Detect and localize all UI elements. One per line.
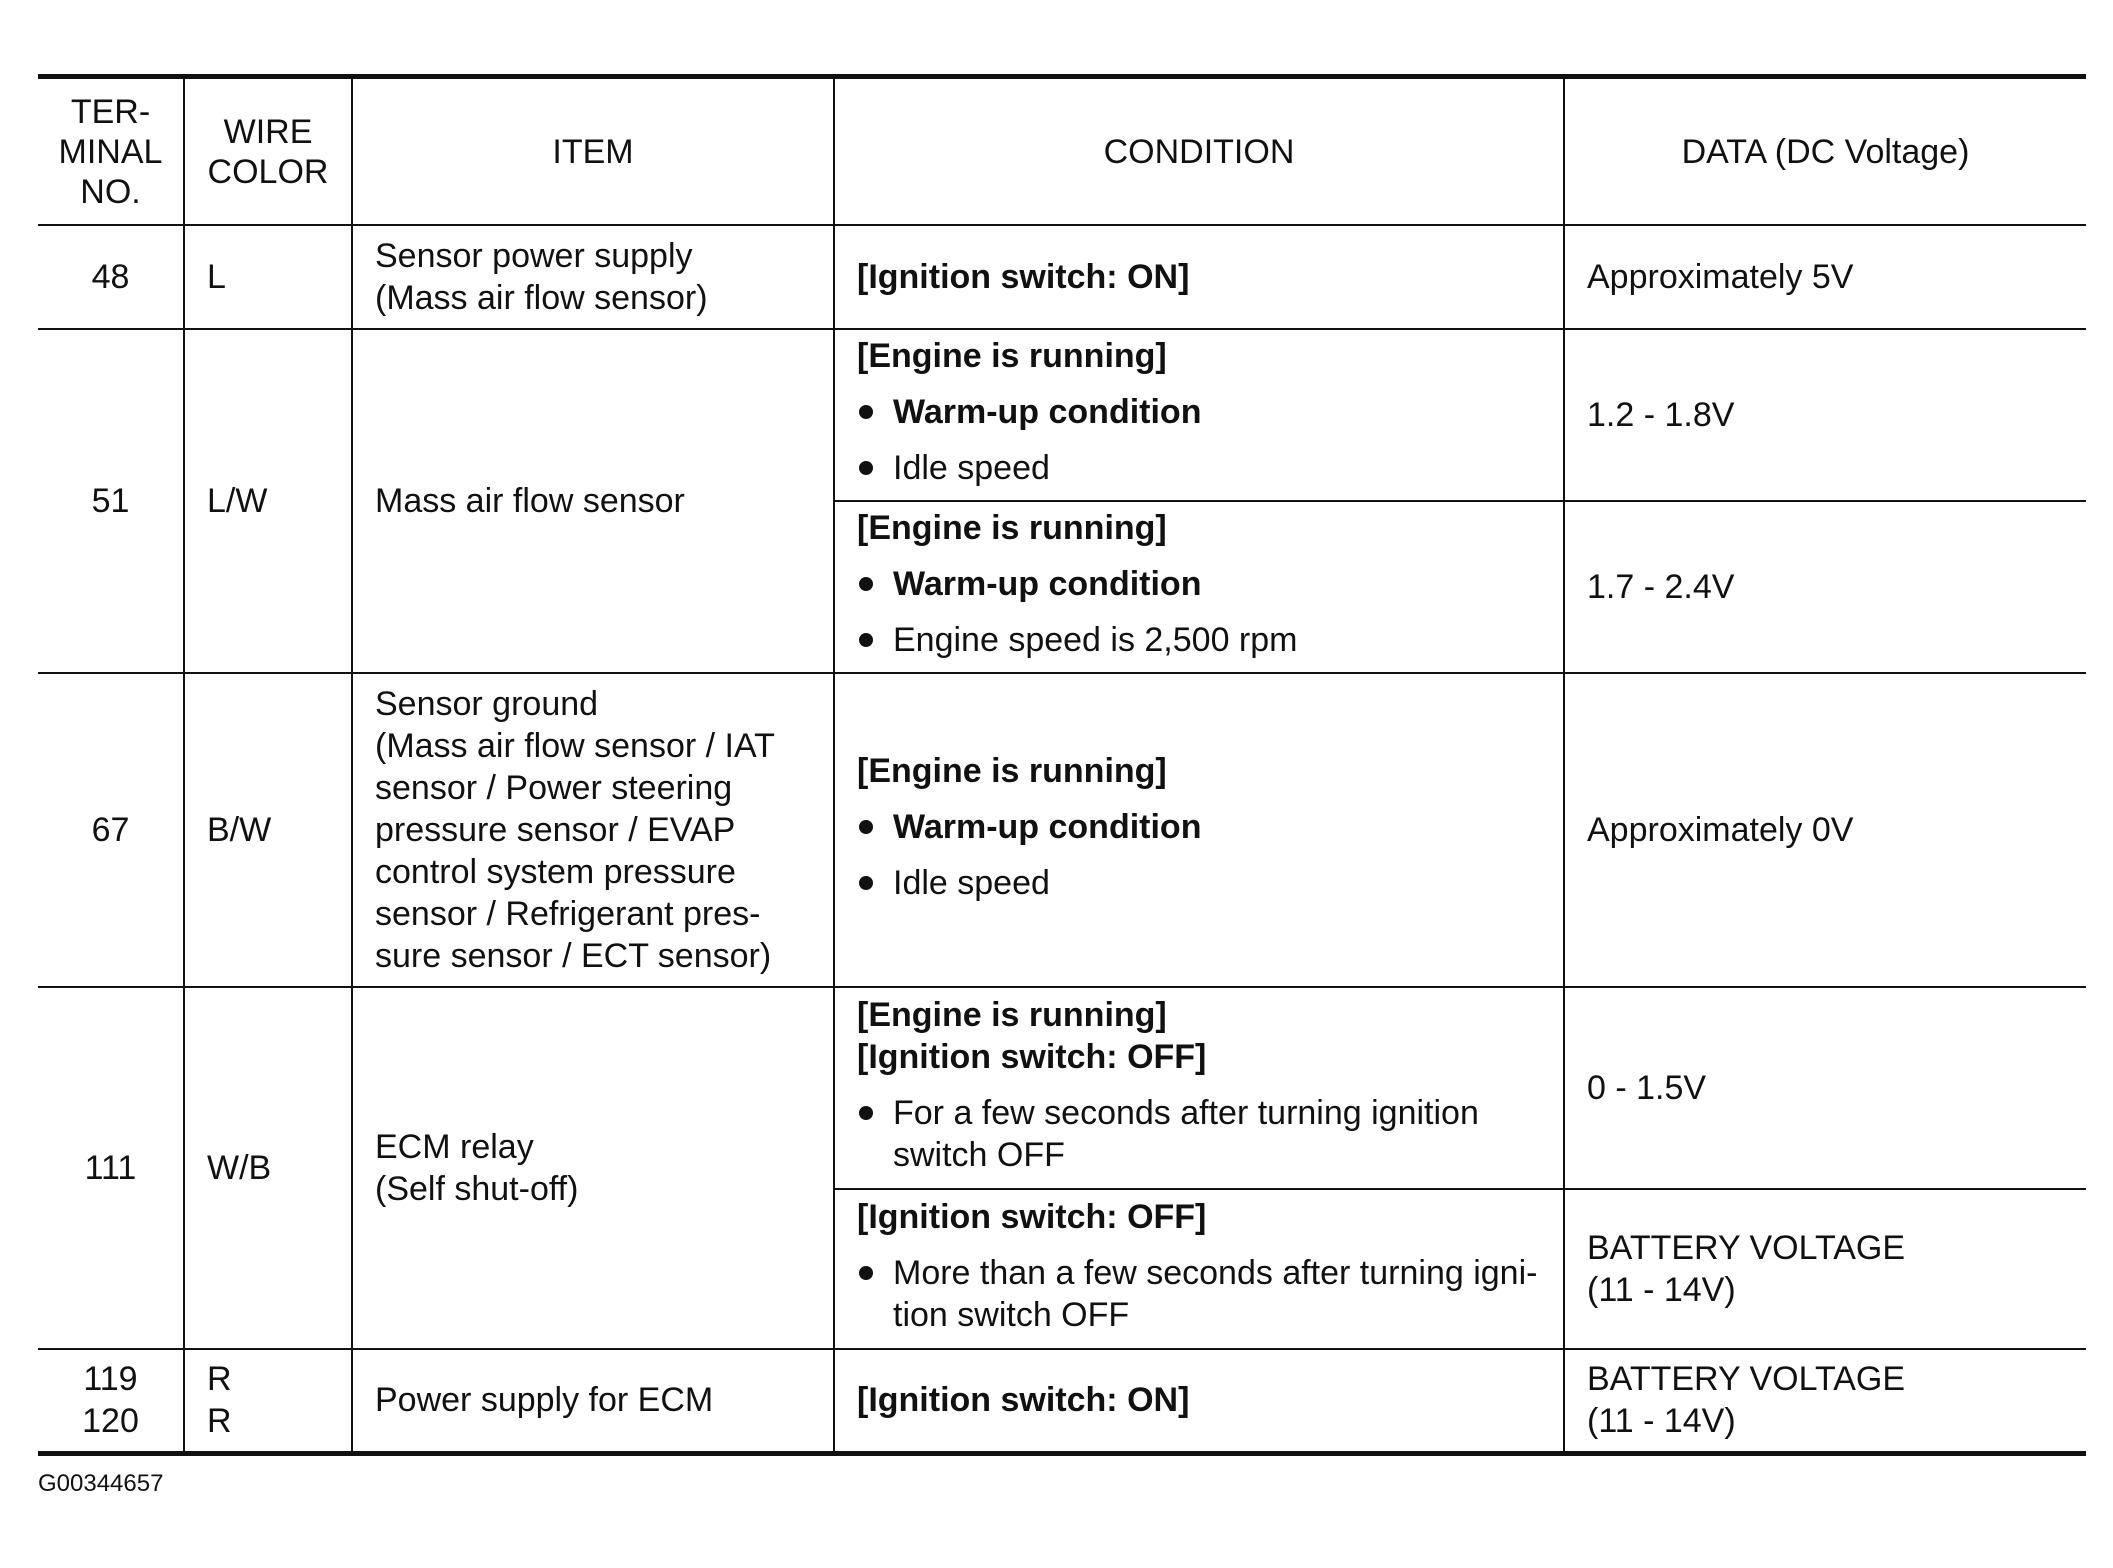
table-row xyxy=(38,673,2086,987)
terminal-cell: 48 xyxy=(38,225,184,329)
condition-bullet xyxy=(857,1092,1541,1176)
condition-cell xyxy=(834,987,1564,1189)
bullet-icon xyxy=(859,633,873,647)
wire-color-cell: B/W xyxy=(184,673,352,987)
item-cell: Sensor ground (Mass air flow sensor / IAT sensor / Power steering pressure sensor / EVAP control system pressure sensor / Refrigerant pres- sure sensor / ECT sensor) xyxy=(352,673,834,987)
condition-header: [Engine is running] [Ignition switch: OFF] xyxy=(857,996,1207,1076)
table-row xyxy=(38,329,2086,501)
header-wire-color: WIRE COLOR xyxy=(184,77,352,226)
wire-color-cell: L/W xyxy=(184,329,352,673)
header-condition: CONDITION xyxy=(834,77,1564,226)
table-row xyxy=(38,225,2086,329)
condition-header: [Engine is running] xyxy=(857,509,1167,547)
condition-cell xyxy=(834,329,1564,501)
bullet-text: More than a few seconds after turning igni- tion switch OFF xyxy=(893,1254,1538,1334)
data-cell: BATTERY VOLTAGE (11 - 14V) xyxy=(1564,1349,2086,1453)
condition-header: [Ignition switch: OFF] xyxy=(857,1198,1207,1236)
condition-bullet xyxy=(857,806,1541,848)
bullet-text: Warm-up condition xyxy=(893,393,1202,431)
condition-header: [Engine is running] xyxy=(857,752,1167,790)
item-cell: Power supply for ECM xyxy=(352,1349,834,1453)
terminal-cell: 111 xyxy=(38,987,184,1349)
bullet-text: For a few seconds after turning ignition switch OFF xyxy=(893,1094,1479,1174)
wire-color-cell: W/B xyxy=(184,987,352,1349)
data-cell: 1.7 - 2.4V xyxy=(1564,501,2086,673)
item-cell: Mass air flow sensor xyxy=(352,329,834,673)
condition-bullet xyxy=(857,619,1541,661)
data-cell: 1.2 - 1.8V xyxy=(1564,329,2086,501)
wire-color-cell: L xyxy=(184,225,352,329)
ecm-terminal-table xyxy=(38,74,2086,1456)
terminal-data-table-document xyxy=(38,74,2086,1456)
bullet-icon xyxy=(859,405,873,419)
condition-bullet xyxy=(857,447,1541,489)
bullet-icon xyxy=(859,820,873,834)
item-cell: Sensor power supply (Mass air flow sensor) xyxy=(352,225,834,329)
header-terminal-no: TER- MINAL NO. xyxy=(38,77,184,226)
terminal-cell: 67 xyxy=(38,673,184,987)
bullet-text: Warm-up condition xyxy=(893,565,1202,603)
data-cell: Approximately 0V xyxy=(1564,673,2086,987)
data-cell: BATTERY VOLTAGE (11 - 14V) xyxy=(1564,1189,2086,1349)
bullet-text: Engine speed is 2,500 rpm xyxy=(893,621,1298,659)
header-row xyxy=(38,77,2086,226)
item-cell: ECM relay (Self shut-off) xyxy=(352,987,834,1349)
bullet-text: Idle speed xyxy=(893,864,1050,902)
condition-cell xyxy=(834,1189,1564,1349)
condition-bullet xyxy=(857,862,1541,904)
condition-cell xyxy=(834,501,1564,673)
figure-code: G00344657 xyxy=(38,1470,164,1497)
bullet-icon xyxy=(859,577,873,591)
condition-bullet xyxy=(857,391,1541,433)
data-cell: 0 - 1.5V xyxy=(1564,987,2086,1189)
bullet-icon xyxy=(859,1106,873,1120)
table-row xyxy=(38,1349,2086,1453)
header-item: ITEM xyxy=(352,77,834,226)
condition-cell: [Ignition switch: ON] xyxy=(834,1349,1564,1453)
header-data: DATA (DC Voltage) xyxy=(1564,77,2086,226)
condition-bullet xyxy=(857,563,1541,605)
data-cell: Approximately 5V xyxy=(1564,225,2086,329)
table-row xyxy=(38,987,2086,1189)
condition-cell: [Ignition switch: ON] xyxy=(834,225,1564,329)
condition-bullet xyxy=(857,1252,1541,1336)
terminal-cell: 51 xyxy=(38,329,184,673)
bullet-icon xyxy=(859,1266,873,1280)
bullet-text: Idle speed xyxy=(893,449,1050,487)
wire-color-cell: R R xyxy=(184,1349,352,1453)
bullet-text: Warm-up condition xyxy=(893,808,1202,846)
condition-cell xyxy=(834,673,1564,987)
terminal-cell: 119 120 xyxy=(38,1349,184,1453)
bullet-icon xyxy=(859,461,873,475)
condition-header: [Engine is running] xyxy=(857,337,1167,375)
bullet-icon xyxy=(859,876,873,890)
